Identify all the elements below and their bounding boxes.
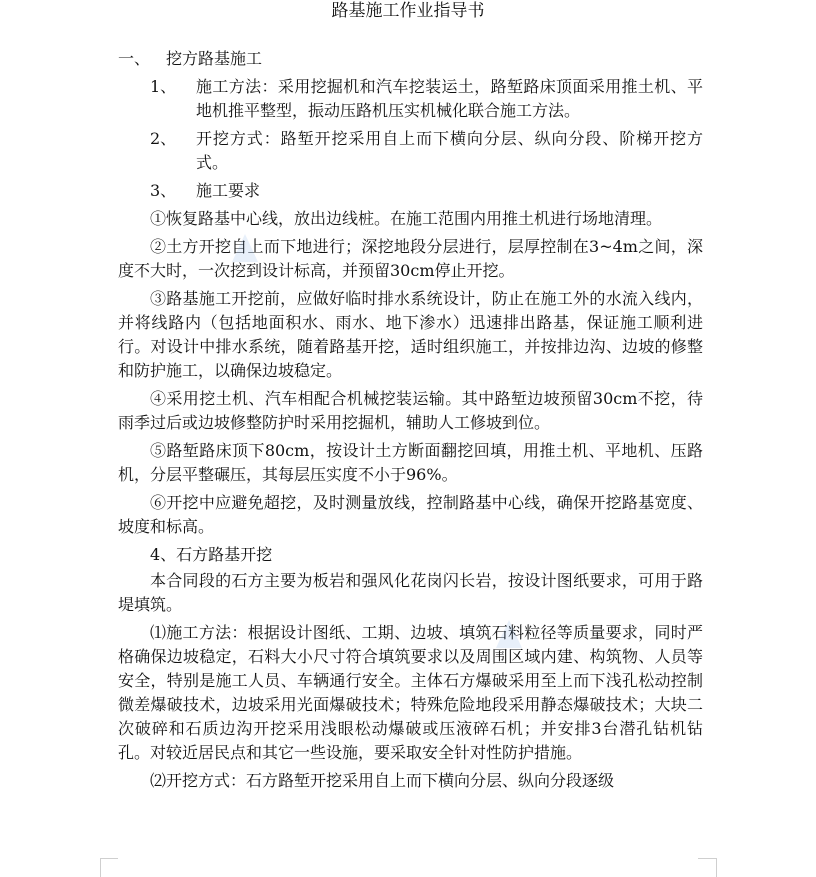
item-text: 开挖方式：路堑开挖采用自上而下横向分层、纵向分段、阶梯开挖方式。 [196, 129, 703, 172]
item-text: 施工方法：采用挖掘机和汽车挖装运土，路堑路床顶面采用推土机、平地机推平整型，振动压路机压实机械化联合施工方法。 [196, 77, 703, 120]
margin-mark [100, 858, 118, 859]
requirement-paragraph: ②土方开挖自上而下地进行；深挖地段分层进行，层厚控制在3~4m之间，深度不大时，一次挖到设计标高，并预留30cm停止开挖。 [118, 237, 703, 280]
document-title: 路基施工作业指导书 [331, 1, 485, 21]
item-number: 3、 [150, 181, 177, 200]
list-item [118, 75, 703, 123]
item-number: 1、 [150, 77, 177, 96]
requirement-paragraph: ⑥开挖中应避免超挖，及时测量放线，控制路基中心线，确保开挖路基宽度、坡度和标高。 [118, 493, 703, 536]
margin-mark [716, 858, 717, 877]
section-heading [118, 47, 703, 71]
margin-mark [698, 858, 716, 859]
margin-mark [100, 858, 101, 877]
watermark-icon [492, 618, 526, 652]
item-text: 施工要求 [196, 181, 261, 200]
paragraph: ⑴施工方法：根据设计图纸、工期、边坡、填筑石料粒径等质量要求，同时严格确保边坡稳定，石料大小尺寸符合填筑要求以及周围区域内建、构筑物、人员等安全，特别是施工人员、车辆通行安全。主体石方爆破采用至上而下浅孔松动控制微差爆破技术，边坡采用光面爆破技术；特殊危险地段采用静态爆破技术；大块二次破碎和石质边沟开挖采用浅眼松动爆破或压液碎石机；并安排3台潜孔钻机钻孔。对较近居民点和其它一些设施，要采取安全针对性防护措施。 [118, 623, 703, 762]
paragraph: 本合同段的石方主要为板岩和强风化花岗闪长岩，按设计图纸要求，可用于路堤填筑。 [118, 571, 703, 614]
watermark-icon [228, 232, 262, 266]
requirement-paragraph: ①恢复路基中心线，放出边线桩。在施工范围内用推土机进行场地清理。 [150, 209, 663, 228]
list-item [118, 127, 703, 175]
requirement-paragraph: ③路基施工开挖前，应做好临时排水系统设计，防止在施工外的水流入线内，并将线路内（包括地面积水、雨水、地下渗水）迅速排出路基，保证施工顺利进行。对设计中排水系统，随着路基开挖，适时组织施工，并按排边沟、边坡的修整和防护施工，以确保边坡稳定。 [118, 289, 703, 380]
document-body [118, 47, 703, 797]
item-number: 2、 [150, 129, 177, 148]
section-title: 挖方路基施工 [166, 49, 263, 68]
subsection-heading: 4、石方路基开挖 [150, 545, 273, 564]
requirement-paragraph: ④采用挖土机、汽车相配合机械挖装运输。其中路堑边坡预留30cm不挖，待雨季过后或边坡修整防护时采用挖掘机，辅助人工修坡到位。 [118, 389, 703, 432]
section-number: 一、 [118, 49, 151, 68]
paragraph: ⑵开挖方式：石方路堑开挖采用自上而下横向分层、纵向分段逐级 [150, 771, 615, 790]
requirement-paragraph: ⑤路堑路床顶下80cm，按设计土方断面翻挖回填，用推土机、平地机、压路机，分层平整碾压，其每层压实度不小于96%。 [118, 441, 703, 484]
list-item [118, 179, 703, 203]
